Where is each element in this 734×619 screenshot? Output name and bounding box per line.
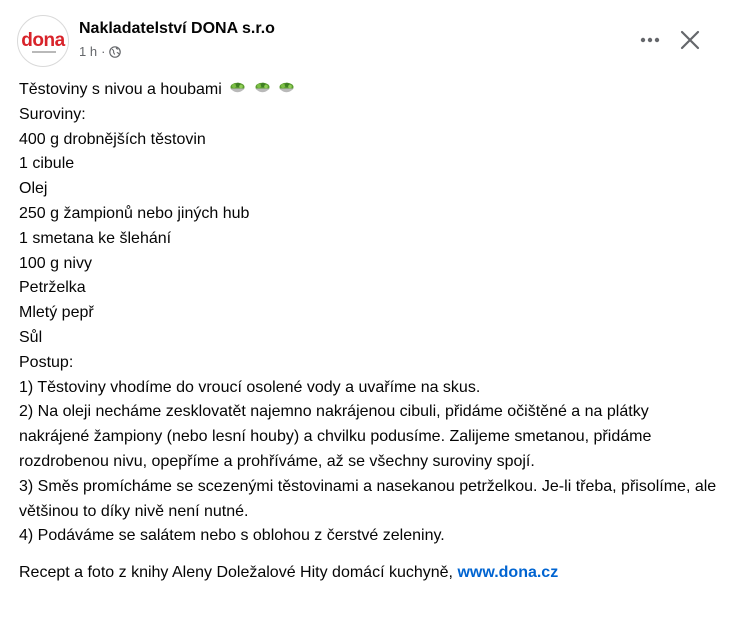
page-avatar[interactable] xyxy=(17,15,69,67)
ingredients-heading: Suroviny: xyxy=(19,105,86,123)
ingredient-item: Sůl xyxy=(19,328,43,346)
post-body xyxy=(19,78,719,586)
more-horizontal-icon[interactable] xyxy=(632,22,668,58)
salad-bowl-icon xyxy=(229,81,246,95)
ingredient-item: 1 smetana ke šlehání xyxy=(19,229,172,247)
steps-heading: Postup: xyxy=(19,353,74,371)
globe-icon[interactable] xyxy=(109,46,121,58)
avatar-logo-underline xyxy=(32,51,56,53)
post-timestamp[interactable]: 1 h xyxy=(79,44,98,59)
post-header xyxy=(0,0,734,70)
close-icon[interactable] xyxy=(672,22,708,58)
ingredient-item: 1 cibule xyxy=(19,155,75,173)
ingredient-item: Petrželka xyxy=(19,279,86,297)
ingredient-item: Olej xyxy=(19,180,48,198)
step-item: 4) Podáváme se salátem nebo s oblohou z čerstvé zeleniny. xyxy=(19,527,445,545)
post-meta xyxy=(79,44,121,59)
page-name-link[interactable]: Nakladatelství DONA s.r.o xyxy=(79,20,275,37)
dona-website-link[interactable]: www.dona.cz xyxy=(457,564,559,582)
recipe-source xyxy=(19,561,719,586)
ingredient-item: 250 g žampionů nebo jiných hub xyxy=(19,204,250,222)
ingredient-item: 400 g drobnějších těstovin xyxy=(19,130,206,148)
meta-separator: · xyxy=(101,44,106,59)
ingredient-item: 100 g nivy xyxy=(19,254,92,272)
salad-bowl-icon xyxy=(254,81,271,95)
step-item: 1) Těstoviny vhodíme do vroucí osolené vody a uvaříme na skus. xyxy=(19,378,481,396)
step-item: 3) Směs promícháme se scezenými těstovinami a nasekanou petrželkou. Je-li třeba, přisolíme, ale většinou to díky nivě není nutné. xyxy=(19,477,717,520)
avatar-logo-text: dona xyxy=(21,30,65,51)
salad-bowl-icon xyxy=(278,81,295,95)
recipe-title: Těstoviny s nivou a houbami xyxy=(19,81,222,98)
ingredient-item: Mletý pepř xyxy=(19,304,94,322)
recipe-source-text: Recept a foto z knihy Aleny Doležalové Hity domácí kuchyně, xyxy=(19,564,453,582)
step-item: 2) Na oleji necháme zesklovatět najemno nakrájenou cibuli, přidáme očištěné a na plátky nakrájené žampiony (nebo lesní houby) a chvilku podusíme. Zalijeme smetanou, přidáme rozdrobenou nivu, opepříme a prohříváme, až se všechny suroviny spojí. xyxy=(19,403,652,470)
recipe-title-line xyxy=(19,78,719,103)
